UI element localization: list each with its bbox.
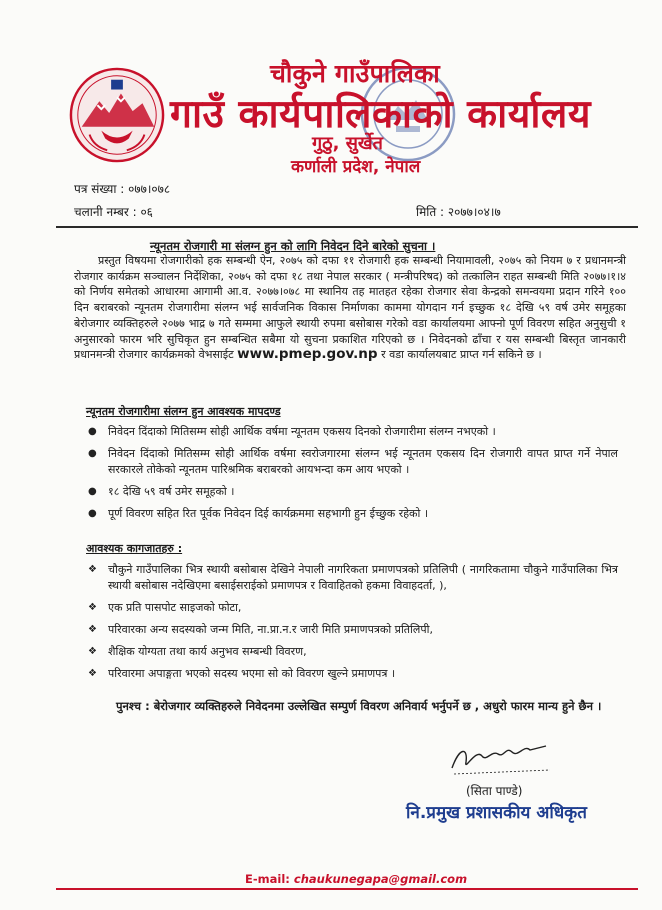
location-line: गुठु, सुर्खेत bbox=[312, 133, 383, 154]
government-emblem-logo bbox=[68, 66, 166, 164]
list-item: ❖ शैक्षिक योग्यता तथा कार्य अनुभव सम्बन्धी विवरण, bbox=[88, 645, 307, 658]
letter-number: पत्र संख्या : ०७७।०७८ bbox=[74, 182, 171, 196]
signer-name: (सिता पाण्डे) bbox=[466, 784, 523, 798]
documents-list bbox=[86, 562, 618, 688]
criteria-list bbox=[86, 424, 618, 528]
letter-date: मिति : २०७७।०४।७ bbox=[416, 205, 501, 219]
municipality-name: चौकुने गाउँपालिका bbox=[270, 59, 440, 88]
handwritten-signature bbox=[446, 738, 556, 778]
list-item: ❖ एक प्रति पासपोट साइजको फोटा, bbox=[88, 601, 242, 614]
footer-email bbox=[245, 872, 467, 886]
list-item: ❖ परिवारका अन्य सदस्यको जन्म मिति, ना.प्रा.न.र जारी मिति प्रमाणपत्रको प्रतिलिपी, bbox=[88, 623, 433, 636]
footer-divider bbox=[56, 888, 638, 890]
email-address-link[interactable]: chaukunegapa@gmail.com bbox=[293, 872, 468, 886]
office-title: गाउँ कार्यपालिकाको कार्यालय bbox=[170, 92, 591, 137]
diamond-bullet-icon: ❖ bbox=[88, 668, 97, 679]
email-label: E-mail: bbox=[245, 872, 290, 886]
notice-heading: न्यूनतम रोजगारी मा संलग्न हुन को लागि निवेदन दिने बारेको सुचना । bbox=[150, 239, 436, 253]
documents-heading: आवश्यक कागजातहरु : bbox=[86, 542, 183, 555]
postscript-note: पुनश्च : बेरोजगार व्यक्तिहरुले निवेदनमा उल्लेखित सम्पुर्ण विवरण अनिवार्य भर्नुपर्ने छ , अधुरो फारम मान्य हुने छैन । bbox=[116, 699, 602, 713]
list-item: ● निवेदन दिंदाको मितिसम्म सोही आर्थिक वर्षमा न्यूनतम एकसय दिनको रोजगारीमा संलग्न नभएको । bbox=[88, 425, 496, 438]
list-item: ● निवेदन दिंदाको मितिसम्म सोही आर्थिक वर्षमा स्वरोजगारमा संलग्न भई न्यूनतम एकसय दिन रोजगारी वापत प्राप्त गर्ने नेपाल सरकारले तोकेको न्यूनतम पारिश्रमिक बराबरको आयभन्दा कम आय भएको । bbox=[88, 447, 618, 476]
diamond-bullet-icon: ❖ bbox=[88, 624, 97, 635]
bullet-icon: ● bbox=[88, 448, 97, 459]
list-item: ❖ चौकुने गाउँपालिका भित्र स्थायी बसोबास देखिने नेपाली नागरिकता प्रमाणपत्रको प्रतिलिपी ( नागरिकतामा चौकुने गाउँपालिका भित्र स्थायी बसोबास नदेखिएमा बसाईसराईको प्रमाणपत्र र विवाहितको हकमा विवाहदर्ता, ), bbox=[88, 563, 618, 592]
diamond-bullet-icon: ❖ bbox=[88, 564, 97, 575]
list-item: ● पूर्ण विवरण सहित रित पूर्वक निवेदन दिई कार्यक्रममा सहभागी हुन ईच्छुक रहेको । bbox=[88, 507, 429, 520]
dispatch-number: चलानी नम्बर : ०६ bbox=[74, 205, 153, 219]
notice-body-end: र वडा कार्यालयबाट प्राप्त गर्न सकिने छ । bbox=[381, 348, 542, 362]
criteria-heading: न्यूनतम रोजगारीमा संलग्न हुन आवश्यक मापदण्ड bbox=[86, 405, 281, 418]
province-line: कर्णाली प्रदेश, नेपाल bbox=[291, 157, 421, 177]
list-item: ● १८ देखि ५९ वर्ष उमेर समूहको । bbox=[88, 485, 235, 498]
list-item: ❖ परिवारमा अपाङ्गता भएको सदस्य भएमा सो को विवरण खुल्ने प्रमाणपत्र । bbox=[88, 667, 396, 680]
bullet-icon: ● bbox=[88, 486, 97, 497]
notice-body-text: प्रस्तुत विषयमा रोजगारीको हक सम्बन्धी ऐन, २०७५ को दफा ११ रोजगारी हक सम्बन्धी नियामावली, २०७५ को नियम ७ र प्रधानमन्त्री रोजगार कार्यक्रम सञ्चालन निर्देशिका, २०७५ को दफा १८ तथा नेपाल सरकार ( मन्त्रीपरिषद) को तत्कालिन राहत सम्बन्धी मिति २०७७।१।४ को निर्णय समेतको आधारमा आगामी आ.व. २०७७।०७८ मा स्थानिय तह मातहत रहेका रोजगार सेवा केन्द्रको समन्वयमा प्रदान गरिने १०० दिन बराबरको न्यूनतम रोजगारीमा संलग्न भई सार्वजनिक विकास निर्माणका काममा योगदान गर्न इच्छुक १८ देखि ५९ वर्ष उमेर समूहका बेरोजगार व्यक्तिहरुले २०७७ भाद्र ७ गते सम्ममा आफुले स्थायी रुपमा बसोबास गरेको वडा कार्यालयमा आफ्नो पूर्ण विवरण सहित अनुसुची १ अनुसारको फारम भरि सुचिकृत हुन सम्बन्धित सबैमा यो सुचना प्रकाशित गरिएको छ । निवेदनको ढाँचा र यस सम्बन्धी बिस्तृत जानकारी प्रधानमन्त्री रोजगार कार्यक्रमको वेभसाईट bbox=[74, 254, 626, 362]
diamond-bullet-icon: ❖ bbox=[88, 602, 97, 613]
notice-body bbox=[74, 253, 626, 363]
header-divider bbox=[56, 226, 638, 228]
bullet-icon: ● bbox=[88, 426, 97, 437]
diamond-bullet-icon: ❖ bbox=[88, 646, 97, 657]
bullet-icon: ● bbox=[88, 508, 97, 519]
website-link[interactable]: www.pmep.gov.np bbox=[237, 346, 378, 363]
signer-designation: नि.प्रमुख प्रशासकीय अधिकृत bbox=[406, 803, 587, 823]
